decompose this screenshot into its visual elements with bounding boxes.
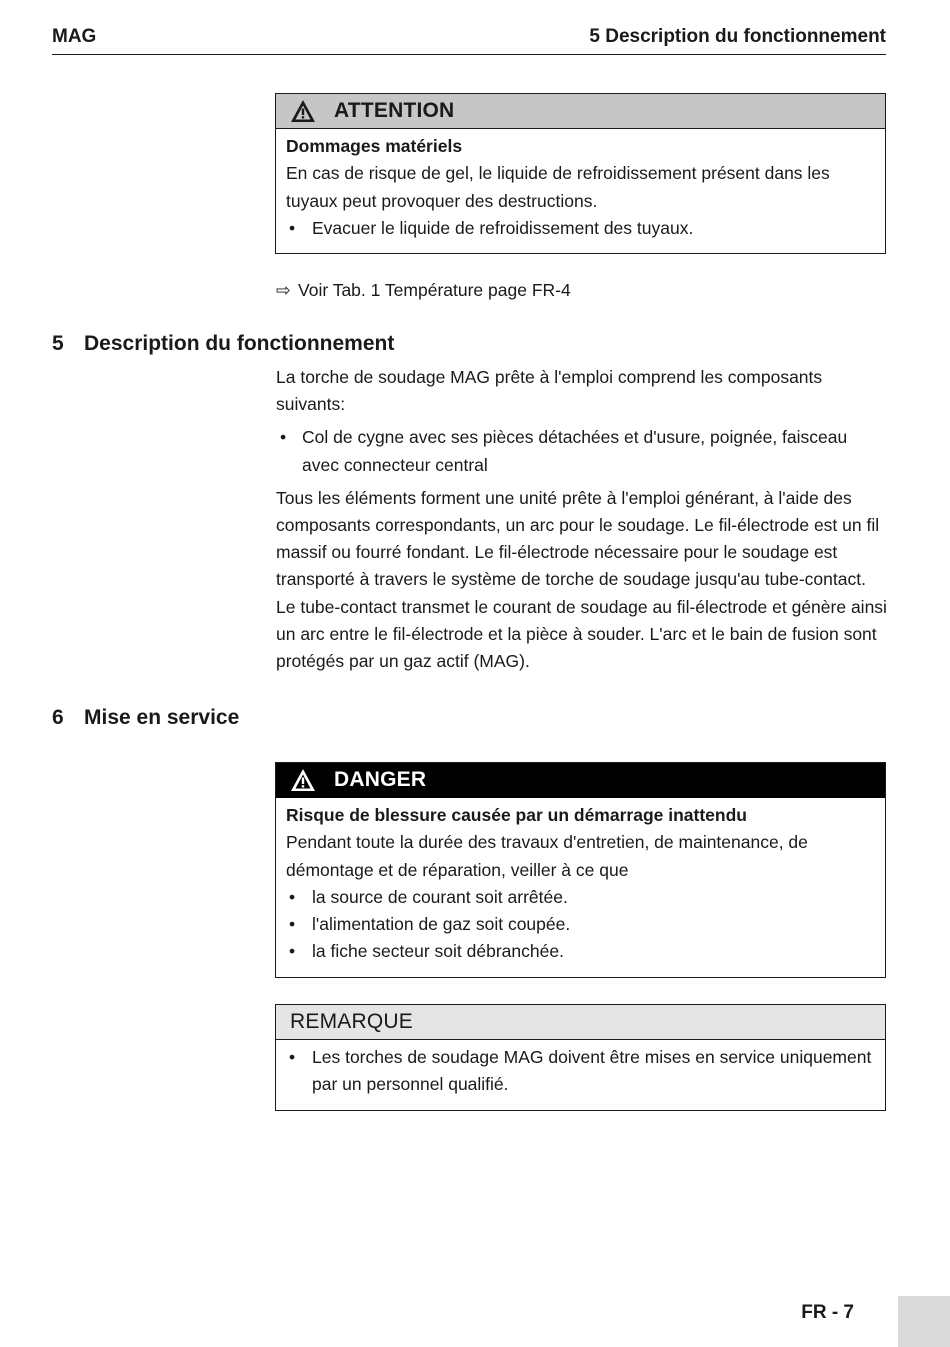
attention-text: En cas de risque de gel, le liquide de refroidissement présent dans les tuyaux peut provoquer des destructions. <box>286 163 830 211</box>
list-item: • la fiche secteur soit débranchée. <box>286 938 873 965</box>
danger-title: DANGER <box>334 768 427 791</box>
danger-header <box>276 763 885 798</box>
section-5-bullets <box>276 424 888 478</box>
page-number: FR - 7 <box>801 1302 854 1323</box>
warning-triangle-icon <box>290 99 316 123</box>
list-item: • l'alimentation de gaz soit coupée. <box>286 911 873 938</box>
reference-text: Voir Tab. 1 Température page FR-4 <box>298 280 571 300</box>
attention-title: ATTENTION <box>334 99 455 122</box>
arrow-right-icon: ⇨ <box>276 280 291 300</box>
page-edge-tab <box>898 1296 950 1347</box>
list-item: • Evacuer le liquide de refroidissement des tuyaux. <box>286 215 873 242</box>
list-item: • la source de courant soit arrêtée. <box>286 884 873 911</box>
danger-notice <box>275 762 886 978</box>
attention-subtitle: Dommages matériels <box>286 136 463 156</box>
section-number: 6 <box>52 706 64 729</box>
remarque-bullets <box>286 1044 873 1099</box>
warning-triangle-icon <box>290 768 316 792</box>
running-header-left: MAG <box>52 26 97 47</box>
danger-subtitle: Risque de blessure causée par un démarrage inattendu <box>286 805 747 825</box>
header-rule <box>52 54 886 55</box>
remarque-notice <box>275 1004 886 1111</box>
list-item: • Les torches de soudage MAG doivent être mises en service uniquement par un personnel qualifié. <box>286 1044 873 1099</box>
attention-header <box>276 94 885 129</box>
attention-notice <box>275 93 886 254</box>
section-5-paragraph: Tous les éléments forment une unité prête à l'emploi générant, à l'aide des composants correspondants, un arc pour le soudage. Le fil-électrode est un fil massif ou fourré fondant. Le fil-électrode nécessaire pour le soudage est transporté à travers le système de torche de soudage jusqu'au tube-contact. Le tube-contact transmet le courant de soudage au fil-électrode et génère ainsi un arc entre le fil-électrode et la pièce à souder. L'arc et le bain de fusion sont protégés par un gaz actif (MAG). <box>276 487 887 672</box>
danger-text: Pendant toute la durée des travaux d'entretien, de maintenance, de démontage et de réparation, veiller à ce que <box>286 832 808 880</box>
section-heading-5 <box>52 332 394 356</box>
table-reference <box>276 277 571 304</box>
section-title: Mise en service <box>84 706 240 729</box>
remarque-title: REMARQUE <box>290 1010 413 1033</box>
section-heading-6 <box>52 706 239 730</box>
running-header-right: 5 Description du fonctionnement <box>589 26 886 47</box>
section-5-intro: La torche de soudage MAG prête à l'emploi comprend les composants suivants: <box>276 367 823 415</box>
section-number: 5 <box>52 332 64 355</box>
remarque-header <box>276 1005 885 1040</box>
section-title: Description du fonctionnement <box>84 332 395 355</box>
section-5-body <box>276 364 888 675</box>
list-item: • Col de cygne avec ses pièces détachées et d'usure, poignée, faisceau avec connecteur central <box>276 424 888 478</box>
danger-bullets <box>286 884 873 966</box>
attention-bullets <box>286 215 873 242</box>
